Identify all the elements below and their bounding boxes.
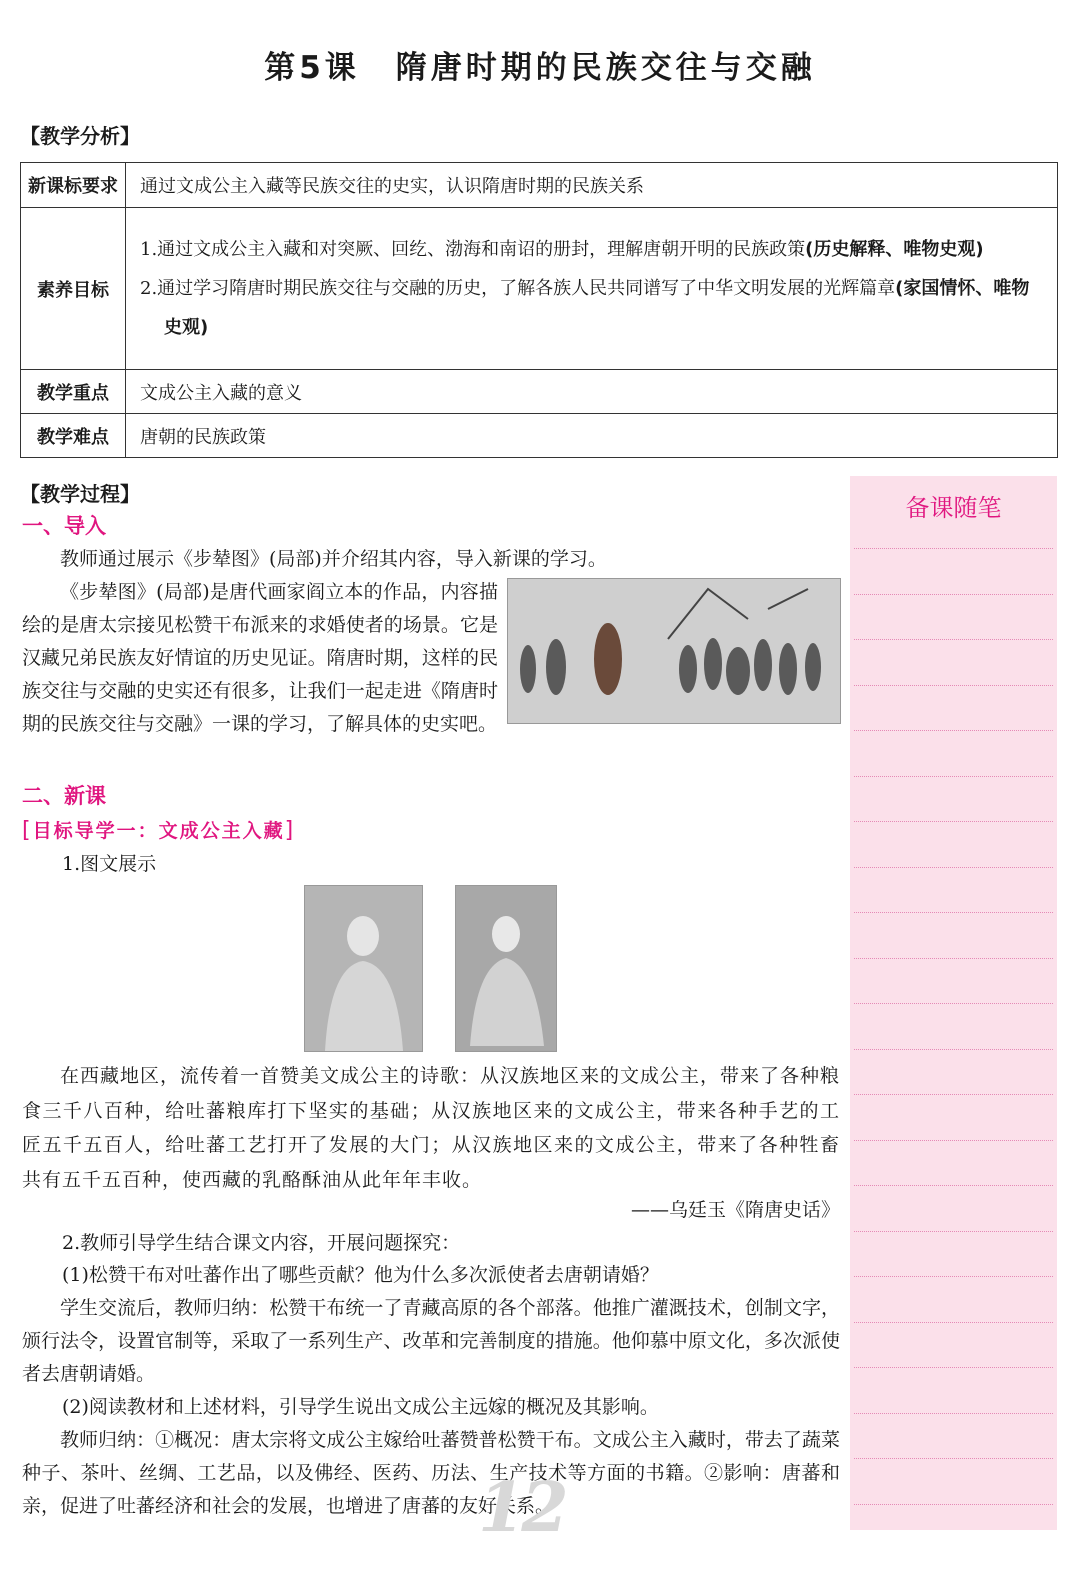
poem-quote: 在西藏地区，流传着一首赞美文成公主的诗歌：从汉族地区来的文成公主，带来了各种粮食三千八百种，给吐蕃粮库打下坚实的基础；从汉族地区来的文成公主，带来各种手艺的工匠五千五百人，给吐蕃工艺打开了发展的大门；从汉族地区来的文成公主，带来了各种牲畜共有五千五百种，使西藏的乳酪酥油从此年年丰收。 xyxy=(22,1065,841,1191)
note-line xyxy=(854,1231,1053,1232)
statue-figure xyxy=(456,886,556,1051)
intro-heading: 一、导入 xyxy=(22,514,106,538)
painting-image xyxy=(507,578,841,724)
lesson-name: 隋唐时期的民族交往与交融 xyxy=(395,50,816,86)
goal-label: [目标导学一：文成公主入藏] xyxy=(22,818,296,843)
statue-figure xyxy=(305,886,422,1051)
note-line xyxy=(854,639,1053,640)
analysis-table xyxy=(20,162,1058,458)
note-line xyxy=(854,1094,1053,1095)
analysis-heading: 【教学分析】 xyxy=(20,124,140,148)
question-2: (2)阅读教材和上述材料，引导学生说出文成公主远嫁的概况及其影响。 xyxy=(62,1396,659,1418)
princess-statue-image xyxy=(455,885,557,1052)
note-line xyxy=(854,1140,1053,1141)
goal-item: 2.通过学习隋唐时期民族交往与交融的历史，了解各族人民共同谱写了中华文明发展的光辉篇章(家国情怀、唯物史观) xyxy=(140,278,1030,338)
new-lesson-heading: 二、新课 xyxy=(22,784,106,808)
row-label: 教学重点 xyxy=(21,370,126,414)
goal-tag: (历史解释、唯物史观) xyxy=(805,239,984,260)
intro-paragraph: 教师通过展示《步辇图》(局部)并介绍其内容，导入新课的学习。 xyxy=(60,548,607,570)
note-line xyxy=(854,1185,1053,1186)
bunian-painting xyxy=(508,579,840,723)
note-line xyxy=(854,867,1053,868)
note-line xyxy=(854,685,1053,686)
note-line xyxy=(854,912,1053,913)
goal-tag: (家国情怀、唯物史观) xyxy=(164,278,1030,338)
note-line xyxy=(854,1003,1053,1004)
songtsen-statue-image xyxy=(304,885,423,1052)
goals-cell xyxy=(126,208,1058,370)
answer-2: 教师归纳：①概况：唐太宗将文成公主嫁给吐蕃赞普松赞干布。文成公主入藏时，带去了蔬菜种子、茶叶、丝绸、工艺品，以及佛经、医药、历法、生产技术等方面的书籍。②影响：唐蕃和亲，促进了吐蕃经济和社会的发展，也增进了唐蕃的友好关系。 xyxy=(22,1429,840,1517)
sidebar-title: 备课随笔 xyxy=(905,494,1002,522)
row-content: 文成公主入藏的意义 xyxy=(126,370,1058,414)
step-1: 1.图文展示 xyxy=(62,853,157,875)
lesson-number: 第5课 xyxy=(264,50,360,86)
answer-1: 学生交流后，教师归纳：松赞干布统一了青藏高原的各个部落。他推广灌溉技术，创制文字，颁行法令，设置官制等，采取了一系列生产、改革和完善制度的措施。他仰慕中原文化，多次派使者去唐朝请婚。 xyxy=(22,1297,840,1385)
row-label: 新课标要求 xyxy=(21,163,126,208)
note-line xyxy=(854,1458,1053,1459)
note-line xyxy=(854,594,1053,595)
note-line xyxy=(854,821,1053,822)
table-row xyxy=(21,414,1058,458)
step-2: 2.教师引导学生结合课文内容，开展问题探究： xyxy=(62,1232,461,1254)
note-line xyxy=(854,1322,1053,1323)
note-line xyxy=(854,730,1053,731)
table-row xyxy=(21,163,1058,208)
note-line xyxy=(854,776,1053,777)
page-number: 12 xyxy=(478,1468,565,1548)
lesson-title xyxy=(0,42,1080,87)
process-heading: 【教学过程】 xyxy=(20,482,140,506)
note-line xyxy=(854,958,1053,959)
question-1: (1)松赞干布对吐蕃作出了哪些贡献？他为什么多次派使者去唐朝请婚？ xyxy=(62,1264,659,1286)
row-content: 唐朝的民族政策 xyxy=(126,414,1058,458)
notes-sidebar xyxy=(850,476,1057,1530)
note-line xyxy=(854,1276,1053,1277)
quote-source: ——乌廷玉《隋唐史话》 xyxy=(630,1199,840,1221)
note-line xyxy=(854,1367,1053,1368)
note-line xyxy=(854,548,1053,549)
table-row xyxy=(21,370,1058,414)
row-label: 素养目标 xyxy=(21,208,126,370)
goal-item: 1.通过文成公主入藏和对突厥、回纥、渤海和南诏的册封，理解唐朝开明的民族政策(历史解释、唯物史观) xyxy=(140,239,984,260)
table-row xyxy=(21,208,1058,370)
row-content: 通过文成公主入藏等民族交往的史实，认识隋唐时期的民族关系 xyxy=(126,163,1058,208)
note-line xyxy=(854,1049,1053,1050)
note-line xyxy=(854,1504,1053,1505)
intro-description: 《步辇图》(局部)是唐代画家阎立本的作品，内容描绘的是唐太宗接见松赞干布派来的求婚使者的场景。它是汉藏兄弟民族友好情谊的历史见证。隋唐时期，这样的民族交往与交融的史实还有很多，让我们一起走进《隋唐时期的民族交往与交融》一课的学习，了解具体的史实吧。 xyxy=(22,581,498,735)
note-line xyxy=(854,1413,1053,1414)
row-label: 教学难点 xyxy=(21,414,126,458)
